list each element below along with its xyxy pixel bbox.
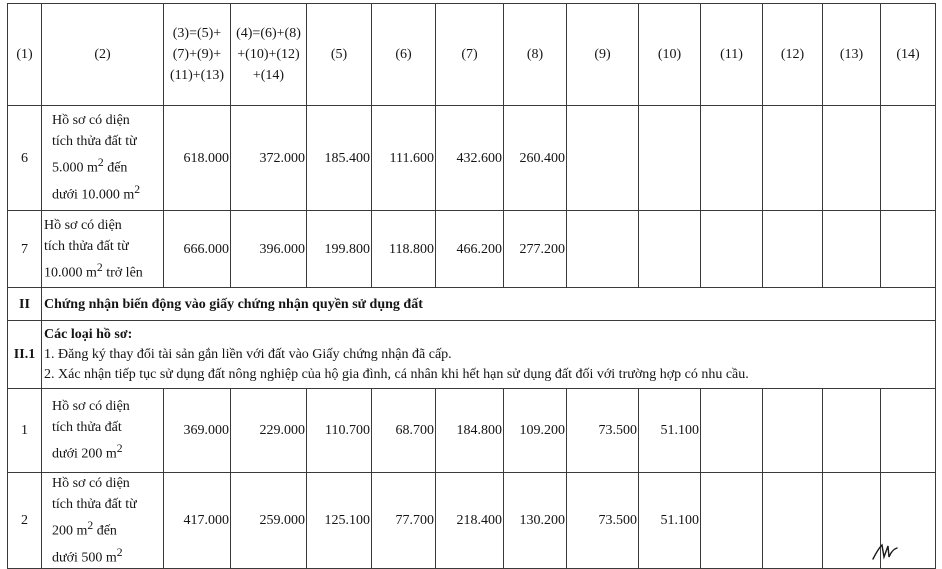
col-11-header: (11) (701, 4, 763, 106)
col-5-header: (5) (307, 4, 372, 106)
value-cell (701, 389, 763, 473)
value-cell: 51.100 (639, 389, 701, 473)
value-cell (823, 389, 881, 473)
table-row (8, 211, 936, 288)
col-1-header: (1) (8, 4, 42, 106)
value-cell (763, 211, 823, 288)
subsection-number: II.1 (8, 321, 42, 389)
value-cell: 109.200 (504, 389, 567, 473)
value-cell: 666.000 (164, 211, 231, 288)
value-cell: 118.800 (372, 211, 436, 288)
value-cell: 372.000 (231, 106, 307, 211)
value-cell: 199.800 (307, 211, 372, 288)
value-cell (763, 106, 823, 211)
subsection-title: Các loại hồ sơ: (44, 326, 133, 342)
col-12-header: (12) (763, 4, 823, 106)
row-description: Hồ sơ có diện tích thửa đất dưới 200 $m^2$ (42, 389, 164, 473)
value-cell: 68.700 (372, 389, 436, 473)
col-8-header: (8) (504, 4, 567, 106)
col-14-header: (14) (881, 4, 936, 106)
row-description: Hồ sơ có diện tích thửa đất từ 5.000 $m^2$ đến dưới 10.000 $m^2$ (42, 106, 164, 211)
col-13-header: (13) (823, 4, 881, 106)
col-3-formula-header: (3)=(5)+ (7)+(9)+ (11)+(13) (164, 4, 231, 106)
value-cell: 73.500 (567, 389, 639, 473)
table-row (8, 473, 936, 569)
fee-table (7, 3, 936, 569)
value-cell: 73.500 (567, 473, 639, 569)
subsection-row (8, 321, 936, 389)
col-2-header: (2) (42, 4, 164, 106)
section-row (8, 288, 936, 321)
value-cell: 396.000 (231, 211, 307, 288)
value-cell: 51.100 (639, 473, 701, 569)
table-row (8, 389, 936, 473)
value-cell (823, 106, 881, 211)
section-number: II (8, 288, 42, 321)
value-cell: 125.100 (307, 473, 372, 569)
value-cell (881, 211, 936, 288)
col-9-header: (9) (567, 4, 639, 106)
note-item: 2. Xác nhận tiếp tục sử dụng đất nông nghiệp của hộ gia đình, cá nhân khi hết hạn sử dụng đất đối với trường hợp có nhu cầu. (44, 366, 749, 382)
row-number: 2 (8, 473, 42, 569)
row-description: Hồ sơ có diện tích thửa đất từ 200 $m^2$ đến dưới 500 $m^2$ (42, 473, 164, 569)
value-cell: 618.000 (164, 106, 231, 211)
col-10-header: (10) (639, 4, 701, 106)
col-4-formula-header: (4)=(6)+(8) +(10)+(12) +(14) (231, 4, 307, 106)
initial-signature-mark (872, 543, 898, 560)
value-cell: 277.200 (504, 211, 567, 288)
value-cell (881, 389, 936, 473)
col-6-header: (6) (372, 4, 436, 106)
value-cell: 259.000 (231, 473, 307, 569)
value-cell (881, 106, 936, 211)
value-cell: 77.700 (372, 473, 436, 569)
value-cell: 218.400 (436, 473, 504, 569)
row-number: 1 (8, 389, 42, 473)
value-cell: 229.000 (231, 389, 307, 473)
value-cell: 130.200 (504, 473, 567, 569)
value-cell (701, 211, 763, 288)
value-cell: 260.400 (504, 106, 567, 211)
value-cell (701, 106, 763, 211)
value-cell (763, 473, 823, 569)
row-description: Hồ sơ có diện tích thửa đất từ 10.000 $m^2$ trở lên (42, 211, 164, 288)
value-cell (701, 473, 763, 569)
value-cell (567, 211, 639, 288)
value-cell (639, 106, 701, 211)
table-row (8, 106, 936, 211)
column-number-row (8, 4, 936, 106)
note-item: 1. Đăng ký thay đổi tài sản gắn liền với đất vào Giấy chứng nhận đã cấp. (44, 346, 452, 362)
value-cell: 417.000 (164, 473, 231, 569)
value-cell: 184.800 (436, 389, 504, 473)
col-7-header: (7) (436, 4, 504, 106)
section-title: Chứng nhận biến động vào giấy chứng nhận quyền sử dụng đất (42, 288, 936, 321)
value-cell (567, 106, 639, 211)
value-cell: 432.600 (436, 106, 504, 211)
value-cell (639, 211, 701, 288)
row-number: 7 (8, 211, 42, 288)
value-cell: 369.000 (164, 389, 231, 473)
value-cell (763, 389, 823, 473)
value-cell: 111.600 (372, 106, 436, 211)
value-cell (823, 211, 881, 288)
value-cell: 185.400 (307, 106, 372, 211)
subsection-notes (42, 321, 936, 389)
row-number: 6 (8, 106, 42, 211)
value-cell: 466.200 (436, 211, 504, 288)
value-cell: 110.700 (307, 389, 372, 473)
